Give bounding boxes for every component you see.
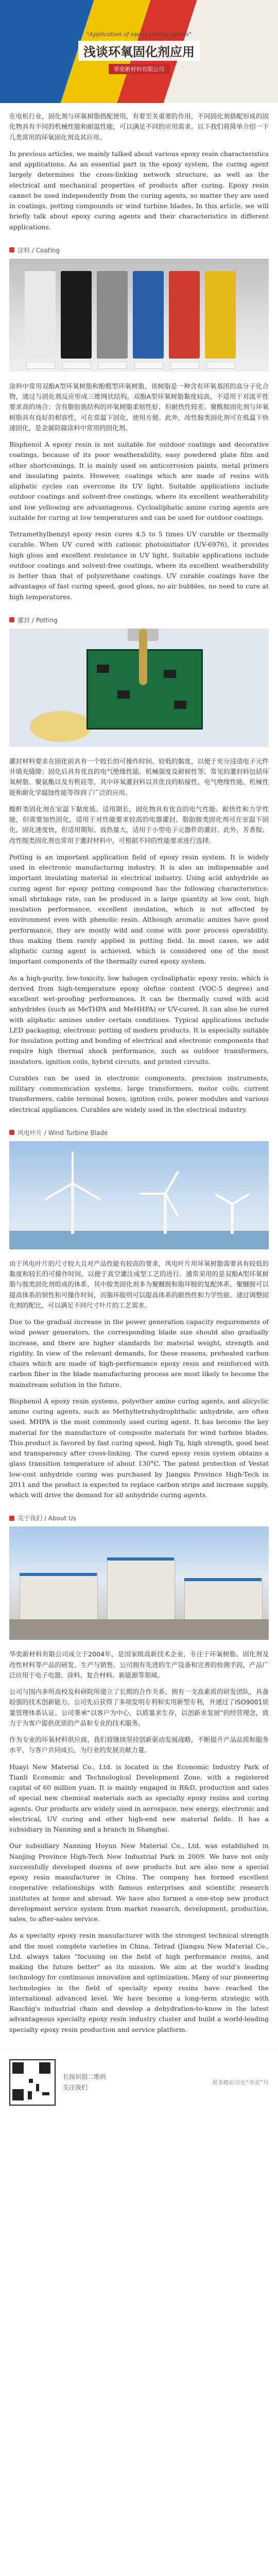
board-component xyxy=(117,690,130,699)
turbine-blade xyxy=(164,1171,179,1194)
section-flag-icon xyxy=(9,617,14,622)
turbine-blade xyxy=(44,1182,73,1200)
hero-text xyxy=(0,31,278,74)
hero-banner xyxy=(0,0,278,103)
coating-chip xyxy=(134,362,163,369)
turbine-blade xyxy=(140,1193,165,1195)
footer-text xyxy=(63,2072,106,2093)
coating-chip xyxy=(98,362,127,369)
office-building xyxy=(107,1557,175,1620)
intro-section xyxy=(0,103,278,242)
coating-swatch xyxy=(133,271,164,359)
potting-en-3: Curables can be used in electronic components, precision instruments, military communication systems, large transformers, motor coils, current transformers, cable terminal boxes, ignition coils, power modules and various electrical appliances. Curables are widely used in the electrical industry. xyxy=(9,1074,269,1113)
intro-en: In previous articles, we mainly talked about various epoxy resin characteristics and applications. As an essential part in the epoxy system, the curing agent largely determines the cross-linking network structure, as well as the electrical and mechanical properties of products after curing. Epoxy resin cannot be used independently from the curing agents, so matter they are used in coatings, potting compounds or wind turbine blades. In this article, we will briefly talk about epoxy curing agents and their characteristics in different applications. xyxy=(9,149,269,231)
about-text xyxy=(0,1646,278,2044)
qr-finder xyxy=(12,2089,24,2100)
building-roof xyxy=(20,1573,97,1576)
section-flag-icon xyxy=(9,1130,14,1135)
section-flag-icon xyxy=(9,1516,14,1521)
qr-module xyxy=(29,2079,33,2083)
potting-en-1: Potting is an important application field of epoxy resin system. It is widely used in electronic manufacturing industry. It is also an indispensable and important insulating material in electrical industry. Using acid anhydride as curing agent for epoxy potting compound has the following characteristics: small shrinkage rate, can be produced in a large quantity at low cost, high insulation performance, excellent insulation, which is not affected by environment even with phenolic resin. Although aromatic amines have good performance, they are mostly wild and come with poor process operability, thus making them rarely applied in potting field. In most cases, we add aliphatic curing agent is achieved, which is considered one of the most important components of the thermally cured epoxy system. xyxy=(9,853,269,965)
coating-swatch xyxy=(169,271,200,359)
turbine-tower xyxy=(71,1182,74,1234)
qr-code[interactable] xyxy=(9,2059,56,2106)
company-photo xyxy=(9,1527,269,1640)
potting-text xyxy=(0,753,278,1124)
section-heading-potting xyxy=(0,612,278,626)
about-en-2: Our subsidiary Nanning Hoyun New Material Co., Ltd. was established in Nanjing Province High-Tech New Industrial Park in 2009. We have not only successfully developed dozens of new products but are also now a special epoxy resin manufacturer in China. The company has formed excellent cooperative relationships with famous enterprises and scientific research institutes at home and abroad. We have also formed a one-stop new product development service system from market research, development, production, sales, to after-sales service. xyxy=(9,1842,269,1923)
coating-chip xyxy=(170,362,199,369)
about-cn-2: 公司与国内多所高校及科研院所建立了长期的合作关系，拥有一支高素质的研发团队，具备较强的技术创新能力。公司先后获得了多项发明专利和实用新型专利，并通过了ISO9001质量管理体系认证。公司秉承“以客户为中心，以质量求生存，以创新求发展”的经营理念，致力于为客户提供优质的产品和专业的技术服务。 xyxy=(9,1688,269,1727)
coating-swatch xyxy=(205,271,236,359)
road xyxy=(9,1619,269,1640)
footer-brand xyxy=(212,2078,269,2087)
board-component xyxy=(174,701,186,709)
wind-photo xyxy=(9,1141,269,1249)
qr-module xyxy=(36,2084,39,2091)
hero-company-tag: 华奕新材料有限公司 xyxy=(109,64,170,74)
potting-glow xyxy=(30,711,92,742)
potting-en-2: As a high-purity, low-toxicity, low halogen cycloaliphatic epoxy resin, which is derived from high-temperature epoxy olefine content (VOC-5 degree) and excellent wet-proofing performances. It can be thermally cured with acid anhydrides (such as MeTHPA and MeHHPA) or UV-cured. It can also be cured with aliphatic amines under certain conditions. Typical applications include LED packaging, electronic potting of modern products. It is especially suitable for insulation potting and bonding of electrical and electronic components that require high thermal shock performance, such as outdoor transformers, insulators, ignition coils, hybrid circuits, and printed circuits. xyxy=(9,974,269,1065)
section-heading-label: 关于我们 / About Us xyxy=(18,1515,77,1522)
hero-subtitle: "Application of epoxy curing agents" xyxy=(86,31,192,38)
wind-en-2: Bisphenol A epoxy resin systems, polyether amine curing agents, and alicyclic amine curing agents, such as Methyltetrahydrophthalic anhydride, are often used. MHPA is the most commonly used curing agent. It has become the key material for the manufacture of composite materials for wind turbine blades. This product is favored by fast curing speed, high Tg, high strength, good heat and transparency after cross-linking. The cured epoxy resin system obtains a glass transition temperature of about 130°C. The patent protection of Vestat low-cost anhydride curing was purchased by Jiangsu Province High-Tech in 2011 and the product is expected to replace carbon strips and increase supply, which will drive the demand for all anhydride curing agents. xyxy=(9,1397,269,1499)
turbine-blade xyxy=(231,1204,233,1224)
footer-line-1: 长按识别二维码 xyxy=(63,2073,107,2081)
building-roof xyxy=(107,1557,174,1561)
coating-chip xyxy=(26,362,55,369)
turbine-blade xyxy=(72,1151,74,1183)
hero-title: 浅谈环氧固化剂应用 xyxy=(78,41,200,61)
potting-cn-2: 酸酐类固化剂在室温下黏度低、适用期长，固化物具有优良的电气性能、耐热性和力学性能，但需要加热固化，适用于对性能要求较高的电器灌封。脂肪胺类固化剂可在室温下固化，固化速度快，但适用期短、放热量大，适用于小型电子元器件的灌封。此外，芳香胺、改性胺类固化剂也常用于灌封材料中，可根据不同的性能要求进行选择。 xyxy=(9,805,269,844)
section-heading-label: 风电叶片 / Wind Turbine Blade xyxy=(18,1129,108,1137)
section-heading-about xyxy=(0,1510,278,1524)
about-cn-3: 作为专业的环氧材料供应商，我们将继续坚持创新驱动发展战略，不断提升产品品质和服务水平，与客户共同成长，为行业的发展贡献力量。 xyxy=(9,1736,269,1754)
turbine-tower xyxy=(164,1193,167,1234)
qr-module xyxy=(42,2092,49,2095)
about-en-3: As a specialty epoxy resin manufacturer with the strongest technical strength and the most complete varieties in China, Tetrad (Jiangsu New Material Co., Ltd. always takes "focusing on the field of high performance resins, and making the future better" as its mission. We aim at the world's leading technology for continuous innovation and optimization. Many of our pioneering technologies in the field of specialty epoxy resins have reached the international advanced level. We have become a long-term strategic with Raschig's industrial chain and develop a dehydration-to-know in the latest advantageous specialty epoxy resin industry cluster and build a world-leading specialty epoxy resin production and service platform. xyxy=(9,1931,269,2033)
about-cn-1: 华奕新材料有限公司成立于2004年，是国家级高新技术企业，专注于环氧树脂、固化剂及改性材料等产品的研发、生产与销售。公司拥有先进的生产设备和完善的检测手段，产品广泛应用于电子电器、涂料、复合材料、新能源等领域。 xyxy=(9,1650,269,1679)
potting-cn-1: 灌封材料要求在固化前具有一个较长的可操作时间、较低的黏度，以便于充分浸渍电子元件并填充缝隙；固化后具有优良的电气绝缘性能、机械强度及耐候性等。常见的灌封料包括环氧树脂、聚氨酯以及有机硅等，其中环氧灌封料以其优良的粘接性、电气绝缘性能、机械性能和耐化学腐蚀性能等得到了广泛的应用。 xyxy=(9,757,269,796)
section-heading-coating xyxy=(0,242,278,257)
coating-chip xyxy=(62,362,91,369)
footer-line-2: 关注我们 xyxy=(63,2083,88,2091)
turbine-blade xyxy=(215,1193,233,1205)
coating-text xyxy=(0,378,278,612)
wind-cn: 由于风电叶片的尺寸较大且对产品性能有较高的要求，风电叶片用环氧树脂需要具有较低的黏度和较长的可操作时间，以便于真空灌注成型工艺的进行。通常采用的是双酚A型环氧树脂与胺类固化剂组成的体系，其中胺类固化剂多为聚醚胺和脂环胺的复配体系。聚醚胺可以提高体系的韧性和可操作时间，而脂环胺则可以提高体系的耐热性和力学性能。通过调整固化剂的配比，可以满足不同尺寸叶片的工艺需求。 xyxy=(9,1259,269,1309)
footer-brand-text: 更多精彩尽在“华奕”号 xyxy=(212,2079,269,2086)
wind-en-1: Due to the gradual increase in the power generation capacity requirements of wind power generators, the corresponding blade size should also gradually increase, and there are higher standards for material weight, strength and rigidity. In view of the relevant demands, for these reasons, preheated carbon chairs which are made of high-performance epoxy resin and reinforced with carbon fiber in the blade manufacturing process are most likely to become the mainstream solution in the future. xyxy=(9,1318,269,1388)
coating-cn: 涂料中常用双酚A型环氧树脂和酚醛型环氧树脂，该树脂是一种含有环氧基团的高分子化合物，通过与固化剂反应形成三维网状结构。双酚A型环氧树脂黏度较高，不适用于对流平性要求高的场合；含有脂肪族结构的环氧树脂柔韧性好，但耐热性较差。聚酰胺固化剂与环氧树脂具有良好的相容性，可在常温下固化，使用方便。此外，改性胺类固化剂可在低温下快速固化，是金属防腐涂料中常用的固化剂。 xyxy=(9,382,269,432)
section-heading-label: 灌封 / Potting xyxy=(18,616,58,624)
resin-stream xyxy=(139,629,147,685)
coating-swatch xyxy=(61,271,92,359)
turbine-blade xyxy=(72,1182,101,1200)
section-heading-label: 涂料 / Coating xyxy=(18,246,60,254)
wind-text xyxy=(0,1256,278,1510)
factory-building xyxy=(20,1573,98,1620)
board-component xyxy=(97,665,109,673)
about-en-1: Huayi New Material Co., Ltd. is located in the Economic Industry Park of Tianli Economic and Technological Development Zone, with a registered capital of 60 million yuan. It is mainly engaged in R&D, production and sales of special new chemical materials such as specialty epoxy resins and curing agents. Our products are widely used in aerospace, new energy, electronic and electrical, UV curing and other high-end new material fields. It has a subsidiary in Nanning and a branch in Shanghai. xyxy=(9,1762,269,1833)
coating-en-2: Tetramethylbenzyl epoxy resin cures 4.5 to 5 times UV curable or thermally curable. When UV cured with cationic photoinitiator (UV-6976), it provides high gloss and excellent resistance in UV light. Suitable applications include outdoor coatings and solvent-free coatings, where its excellent weatherability is better than that of polyurethane coatings. UV curable coatings have the advantages of fast curing speed, good gloss, no air bubbles, no need to cure at high temperatures. xyxy=(9,530,269,601)
building-roof xyxy=(184,1578,262,1581)
turbine-blade xyxy=(232,1193,250,1205)
intro-cn: 在电机行业，固化剂与环氧树脂搭配使用，有着至关重要的作用，不同固化剂搭配形成的固化物具有不同的机械性能和耐温性能，可以满足不同的应用需求。以下我们将简单介绍一下几类常用的环氧固化剂及其应用。 xyxy=(9,112,269,141)
qr-finder xyxy=(39,2062,50,2074)
coating-swatch xyxy=(97,271,128,359)
warehouse-building xyxy=(184,1578,263,1620)
section-heading-wind xyxy=(0,1124,278,1139)
section-flag-icon xyxy=(9,247,14,252)
qr-module xyxy=(28,2091,32,2099)
coating-en-1: Bisphenol A epoxy resin is not suitable for outdoor coatings and decorative coatings, because of its poor weatherability, easy powdered plate film and other shortcomings. It is mainly used on anticorrosion paints, metal primers and insulating paints. However, coatings which are made of resins with aliphatic cycles can overcome its UV light. Suitable applications include outdoor coatings and solvent-free coatings, where its excellent weatherability and low yellowing are advantageous. Cycloaliphatic amine curing agents are suitable for curing at low temperatures and can be used for outdoor coatings. xyxy=(9,440,269,521)
sea xyxy=(9,1231,269,1249)
qr-finder xyxy=(12,2062,24,2074)
coating-photo xyxy=(9,259,269,372)
coating-chip xyxy=(206,362,235,369)
board-component xyxy=(164,670,176,678)
coating-swatch xyxy=(25,271,56,359)
potting-photo xyxy=(9,629,269,747)
footer xyxy=(0,2049,278,2118)
